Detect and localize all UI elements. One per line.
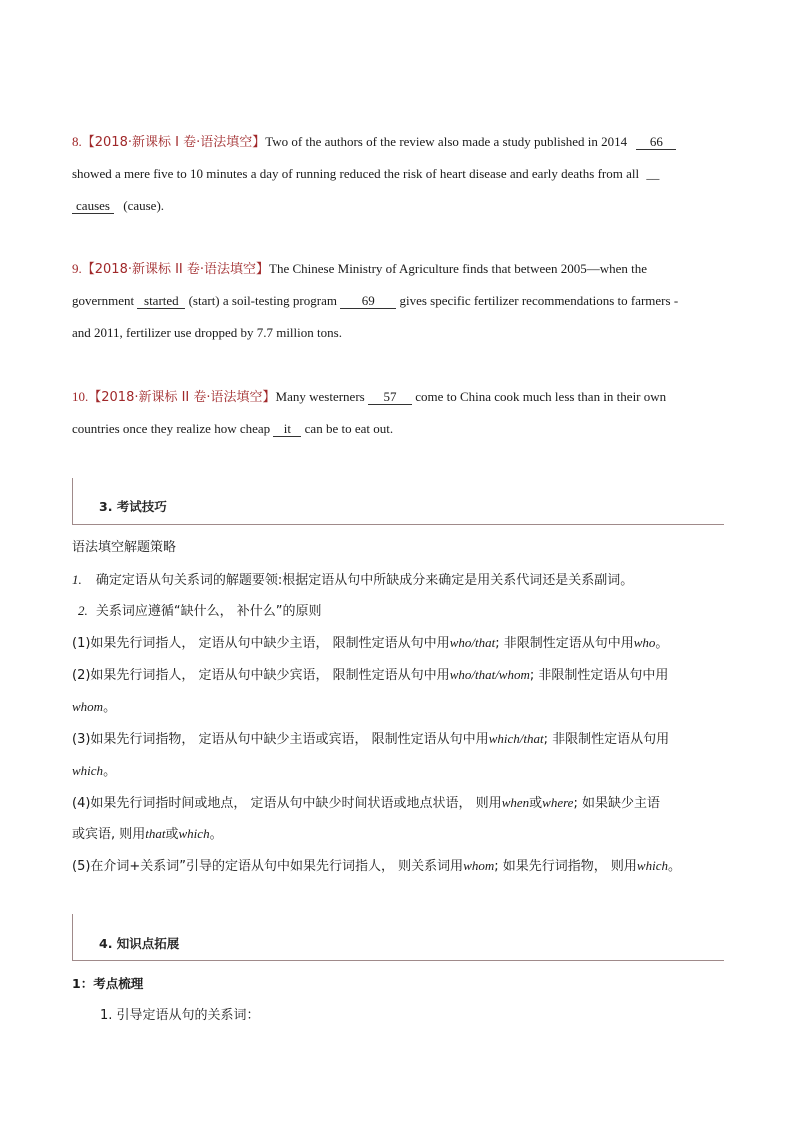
rule-text: 或宾语, 则用 bbox=[72, 827, 146, 842]
section-3-title: 3. 考试技巧 bbox=[99, 499, 167, 514]
strategy-item-2 bbox=[78, 603, 322, 620]
rule-3-cont bbox=[72, 763, 116, 780]
question-text: (start) a soil-testing program bbox=[188, 293, 337, 308]
question-number: 10. bbox=[72, 389, 89, 404]
item-text: 关系词应遵循“缺什么， 补什么”的原则 bbox=[95, 604, 322, 619]
blank-marker: __ bbox=[646, 166, 660, 181]
rule-text: 。 bbox=[103, 700, 117, 715]
item-text: 确定定语从句关系词的解题要领:根据定语从句中所缺成分来确定是用关系代词还是关系副词。 bbox=[95, 573, 634, 588]
rule-text: ; 如果先行词指物， 则用 bbox=[494, 859, 637, 874]
question-8-line-3 bbox=[72, 198, 164, 214]
answer-blank: it bbox=[273, 422, 301, 437]
rule-keyword: which bbox=[178, 826, 210, 841]
answer-blank: 57 bbox=[368, 390, 412, 405]
question-text: showed a mere five to 10 minutes a day of running reduced the risk of heart disease and early deaths from all bbox=[72, 166, 640, 181]
rule-4 bbox=[72, 795, 660, 812]
question-number: 8. bbox=[72, 134, 82, 149]
question-tag: 【2018·新课标 I 卷·语法填空】 bbox=[81, 135, 266, 150]
rule-keyword: which bbox=[636, 858, 668, 873]
rule-4-cont bbox=[72, 826, 223, 843]
rule-text: ; 非限制性定语从句用 bbox=[543, 732, 670, 747]
rule-keyword: where bbox=[542, 795, 574, 810]
rule-text: 或 bbox=[165, 827, 179, 842]
answer-blank: causes bbox=[72, 199, 114, 214]
question-text: gives specific fertilizer recommendations to farmers - bbox=[399, 293, 679, 308]
section-4-subheading: 1：考点梳理 bbox=[72, 976, 144, 991]
rule-3 bbox=[72, 731, 669, 748]
question-tag: 【2018·新课标 II 卷·语法填空】 bbox=[81, 262, 270, 277]
question-text: The Chinese Ministry of Agriculture finds that between 2005—when the bbox=[269, 261, 648, 276]
answer-blank: 69 bbox=[340, 294, 396, 309]
question-10-line-2 bbox=[72, 421, 393, 437]
question-10-line-1 bbox=[72, 389, 666, 406]
question-text: countries once they realize how cheap bbox=[72, 421, 271, 436]
strategy-subtitle: 语法填空解题策略 bbox=[72, 540, 177, 555]
question-9-line-3 bbox=[72, 325, 342, 341]
section-4-item-1: 1. 引导定语从句的关系词： bbox=[100, 1008, 260, 1023]
rule-keyword: which bbox=[72, 763, 104, 778]
rule-text: 或 bbox=[529, 796, 543, 811]
rule-keyword: who/that/whom bbox=[449, 667, 530, 682]
item-number: 2. bbox=[78, 603, 88, 618]
question-8-line-2 bbox=[72, 166, 659, 182]
question-text: and 2011, fertilizer use dropped by 7.7 million tons. bbox=[72, 325, 342, 340]
rule-text: (3)如果先行词指物， 定语从句中缺少主语或宾语， 限制性定语从句中用 bbox=[72, 732, 489, 747]
rule-text: 。 bbox=[667, 859, 681, 874]
question-text: can be to eat out. bbox=[304, 421, 394, 436]
answer-blank: 66 bbox=[636, 135, 676, 150]
rule-text: ; 非限制性定语从句中用 bbox=[495, 636, 634, 651]
rule-keyword: which/that bbox=[488, 731, 544, 746]
question-text: (cause). bbox=[123, 198, 165, 213]
rule-text: 。 bbox=[655, 636, 669, 651]
rule-keyword: who bbox=[633, 635, 656, 650]
question-text: Many westerners bbox=[275, 389, 365, 404]
rule-text: (4)如果先行词指时间或地点， 定语从句中缺少时间状语或地点状语， 则用 bbox=[72, 796, 502, 811]
answer-blank: started bbox=[137, 294, 185, 309]
rule-text: 。 bbox=[209, 827, 223, 842]
rule-text: ; 如果缺少主语 bbox=[573, 796, 660, 811]
rule-1 bbox=[72, 635, 668, 652]
question-text: come to China cook much less than in their own bbox=[415, 389, 667, 404]
rule-keyword: whom bbox=[463, 858, 495, 873]
question-text: Two of the authors of the review also made a study published in 2014 bbox=[265, 134, 628, 149]
question-9-line-1 bbox=[72, 261, 647, 278]
strategy-item-1 bbox=[72, 572, 633, 589]
rule-text: (5)在介词+关系词”引导的定语从句中如果先行词指人， 则关系词用 bbox=[72, 859, 464, 874]
rule-keyword: that bbox=[145, 826, 166, 841]
question-text: government bbox=[72, 293, 135, 308]
rule-text: 。 bbox=[103, 764, 117, 779]
section-4-title: 4. 知识点拓展 bbox=[99, 936, 180, 951]
question-8-line-1 bbox=[72, 134, 676, 151]
section-3-box bbox=[72, 478, 724, 525]
question-number: 9. bbox=[72, 261, 82, 276]
question-9-line-2 bbox=[72, 293, 678, 309]
rule-keyword: when bbox=[501, 795, 530, 810]
rule-2 bbox=[72, 667, 668, 684]
rule-5 bbox=[72, 858, 681, 875]
item-number: 1. bbox=[72, 572, 82, 587]
rule-2-cont bbox=[72, 699, 116, 716]
rule-text: (1)如果先行词指人， 定语从句中缺少主语， 限制性定语从句中用 bbox=[72, 636, 450, 651]
rule-keyword: whom bbox=[72, 699, 104, 714]
question-tag: 【2018·新课标 II 卷·语法填空】 bbox=[88, 390, 276, 405]
rule-keyword: who/that bbox=[449, 635, 496, 650]
rule-text: ; 非限制性定语从句中用 bbox=[529, 668, 669, 683]
rule-text: (2)如果先行词指人， 定语从句中缺少宾语， 限制性定语从句中用 bbox=[72, 668, 450, 683]
